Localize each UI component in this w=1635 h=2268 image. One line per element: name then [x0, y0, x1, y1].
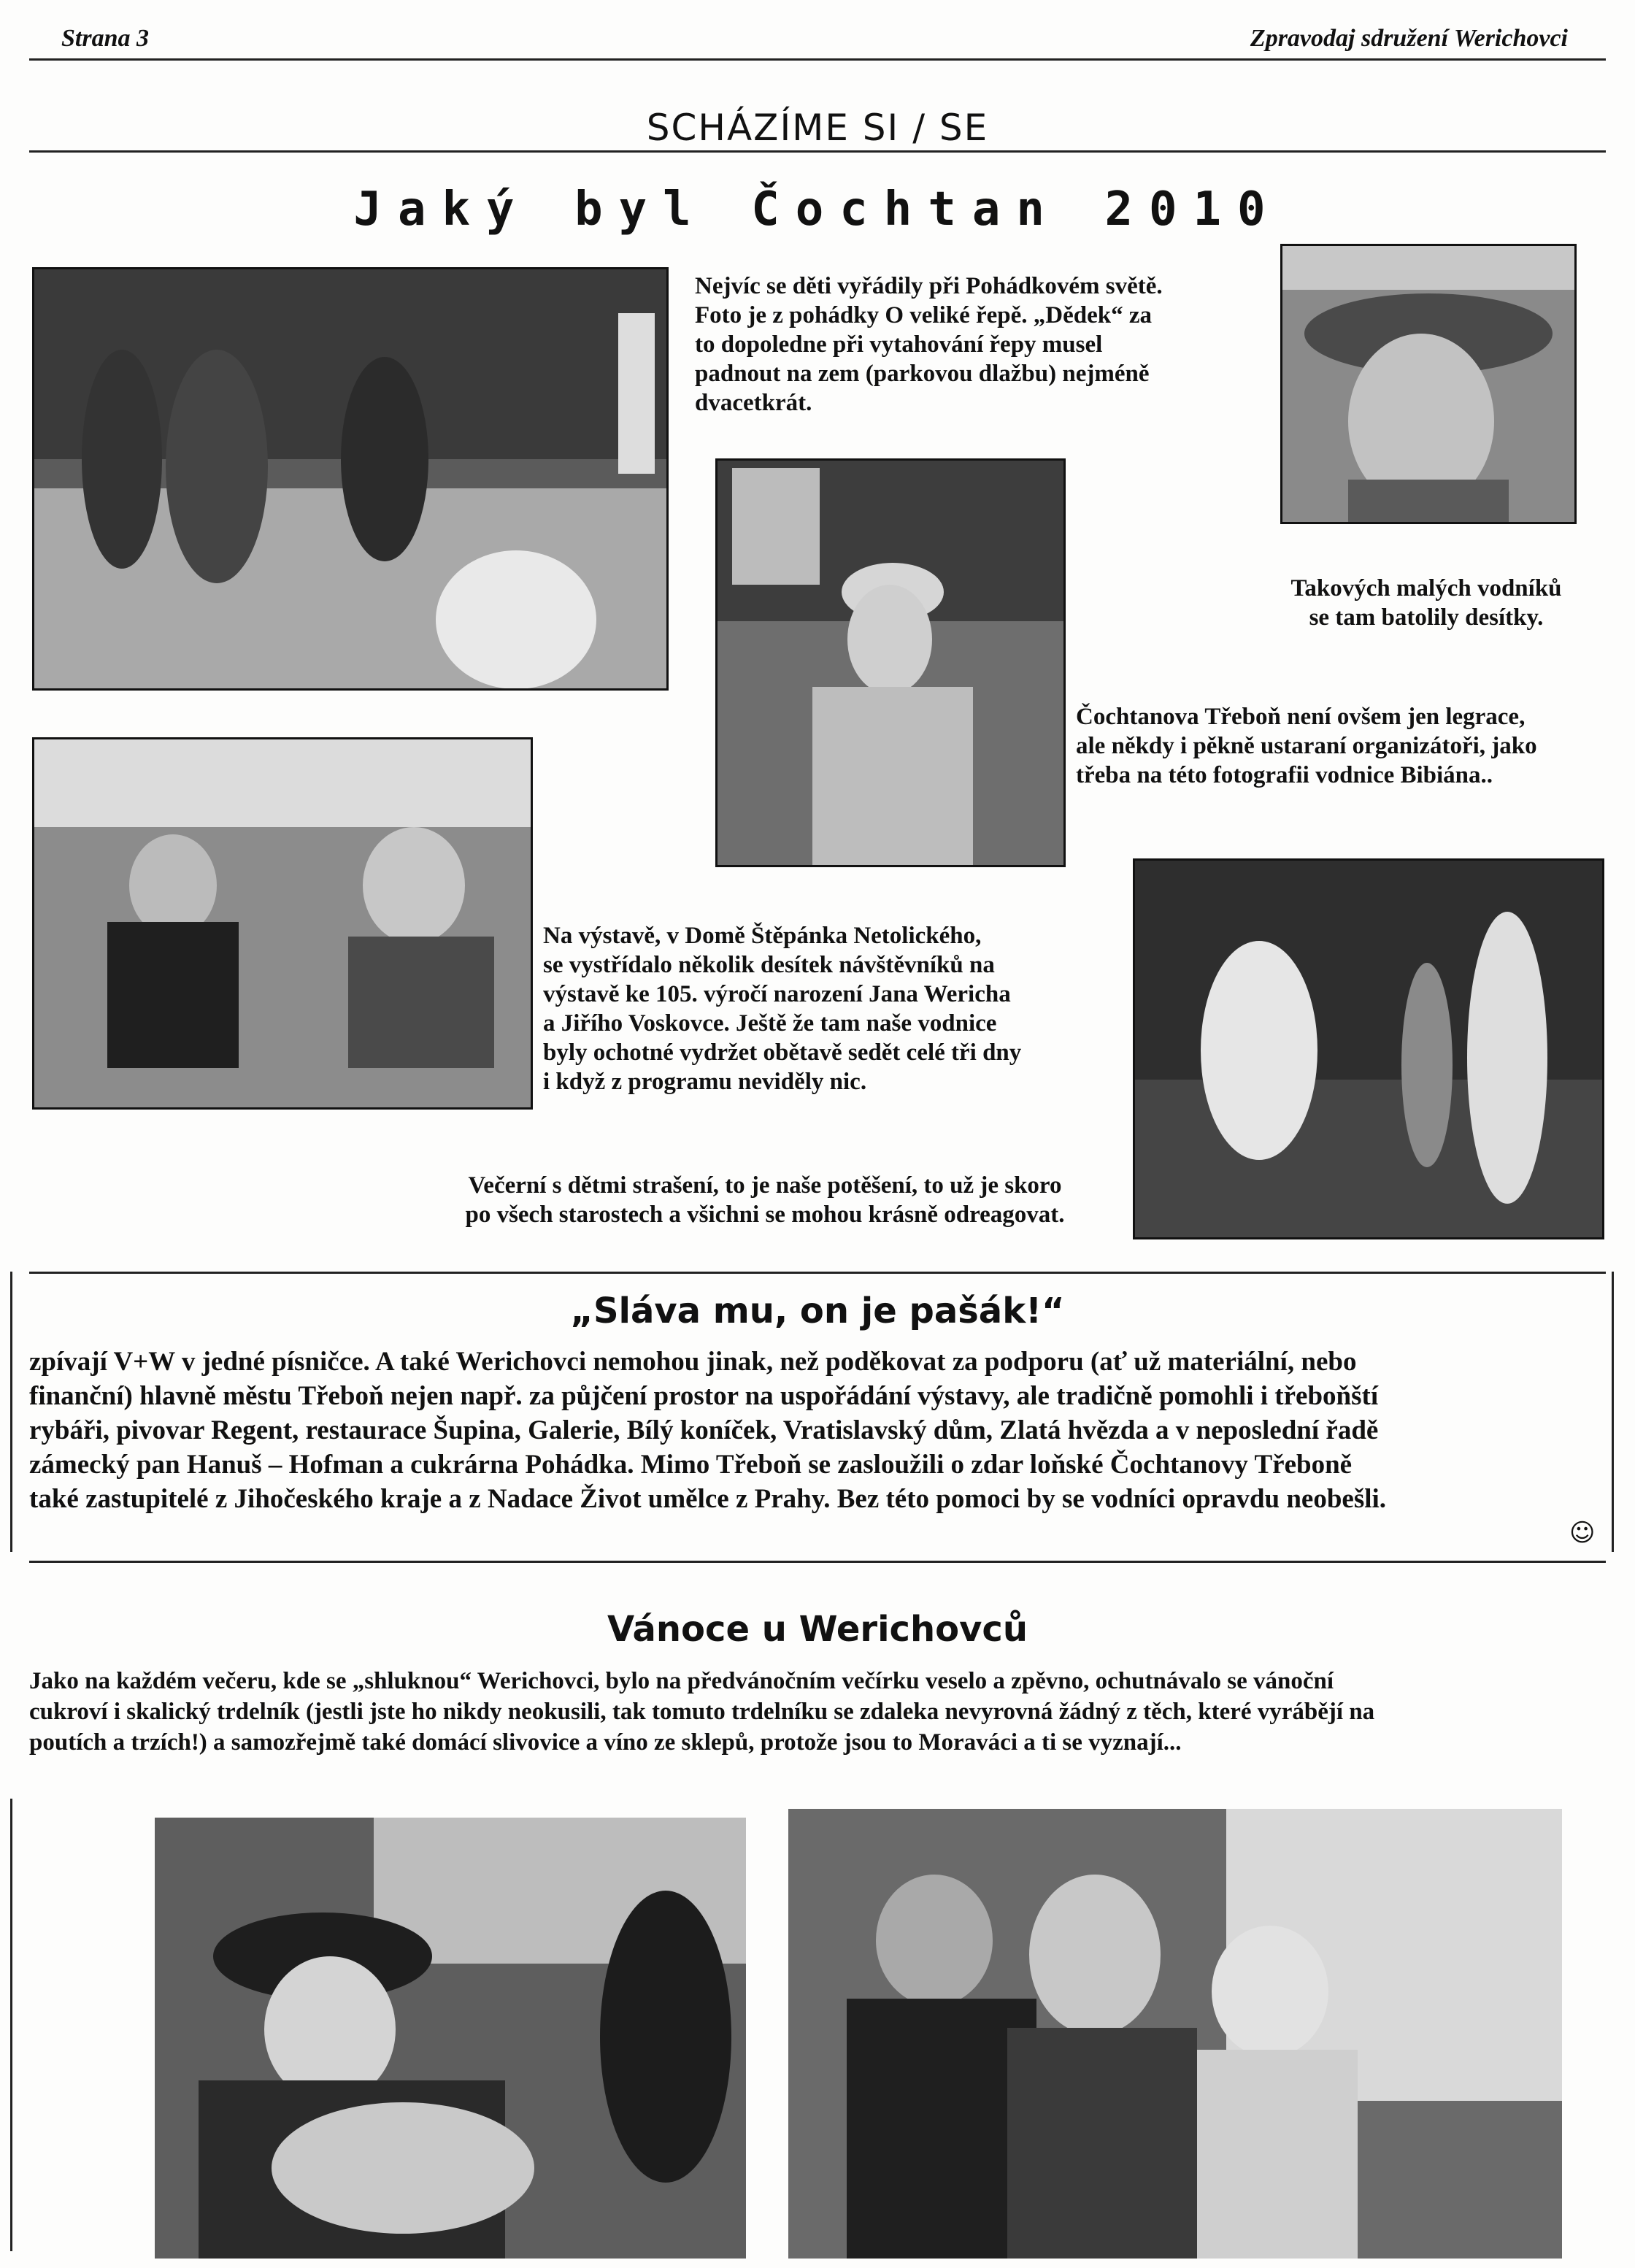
- christmas-title: Vánoce u Werichovců: [607, 1609, 1028, 1650]
- box-bottom-rule: [29, 1561, 1606, 1563]
- photo-exhibition: [32, 737, 533, 1110]
- thanks-text: zpívají V+W v jedné písničce. A také Werichovci nemohou jinak, než poděkovat za podporu (ať už materiální, nebo finanční) hlavně městu Třeboň nejen např. za půjčení prostor na uspořádání výstavy, ale tradičně pomohli i třeboňští rybáři, pivovar Regent, restaurace Šupina, Galerie, Bílý koníček, Vratislavský dům, Zlatá hvězda a v neposlední řadě zámecký pan Hanuš – Hofman a cukrárna Pohádka. Mimo Třeboň se zasloužili o zdar loňské Čochtanovy Třeboně také zastupitelé z Jihočeského kraje a z Nadace Život umělce z Prahy. Bez této pomoci by se vodníci opravdu neobešli.: [29, 1347, 1387, 1514]
- caption-exhibition: Na výstavě, v Domě Štěpánka Netolického, se vystřídalo několik desítek návštěvníků na výstavě ke 105. výročí narození Jana Wericha a Jiřího Voskovce. Ještě že tam naše vodnice byly ochotné vydržet obětavě sedět celé tři dny i když z programu neviděly nic.: [543, 923, 1022, 1095]
- bottom-left-rule: [10, 1799, 12, 2251]
- article-title: Jaký byl Čochtan 2010: [353, 182, 1282, 237]
- photo-little-goblin: [1280, 244, 1577, 524]
- caption-organizers: Čochtanova Třeboň není ovšem jen legrace, ale někdy i pěkně ustaraní organizátoři, jako třeba na této fotografii vodnice Bibiána..: [1076, 704, 1537, 788]
- photo-organizer: [715, 458, 1066, 867]
- page-number: Strana 3: [61, 25, 149, 52]
- section-rule: [29, 150, 1606, 153]
- section-title: SCHÁZÍME SI / SE: [646, 107, 989, 149]
- publication-title: Zpravodaj sdružení Werichovci: [1250, 25, 1568, 52]
- christmas-text: Jako na každém večeru, kde se „shluknou“ Werichovci, bylo na předvánočním večírku veselo a zpěvno, ochutnávalo se vánoční cukroví i skalický trdelník (jestli jste ho nikdy neokusili, tak tomuto trdelníku se zdaleka nevyrovná žádný z těch, které vyrábějí na poutích a trzích!) a samozřejmě také domácí slivovice a víno ze sklepů, protože jsou to Moraváci a ti se vyznají...: [29, 1668, 1375, 1756]
- caption-evening: Večerní s dětmi strašení, to je naše potěšení, to už je skoro po všech starostech a všichni se mohou krásně odreagovat.: [465, 1172, 1065, 1228]
- caption-fairytale: Nejvíc se děti vyřádily při Pohádkovém světě. Foto je z pohádky O veliké řepě. „Dědek“ za to dopoledne při vytahování řepy musel padnout na zem (parkovou dlažbu) nejméně dvacetkrát.: [695, 273, 1163, 416]
- smiley-icon: ☺: [1569, 1518, 1596, 1548]
- photo-guitarist: [155, 1818, 746, 2259]
- photo-fairytale: [32, 267, 669, 691]
- photo-evening: [1133, 858, 1604, 1239]
- box-top-rule: [29, 1272, 1606, 1274]
- header-rule: [29, 58, 1606, 61]
- caption-little: Takových malých vodníků se tam batolily desítky.: [1290, 575, 1562, 631]
- photo-party: [788, 1809, 1562, 2259]
- thanks-title: „Sláva mu, on je pašák!“: [570, 1291, 1065, 1331]
